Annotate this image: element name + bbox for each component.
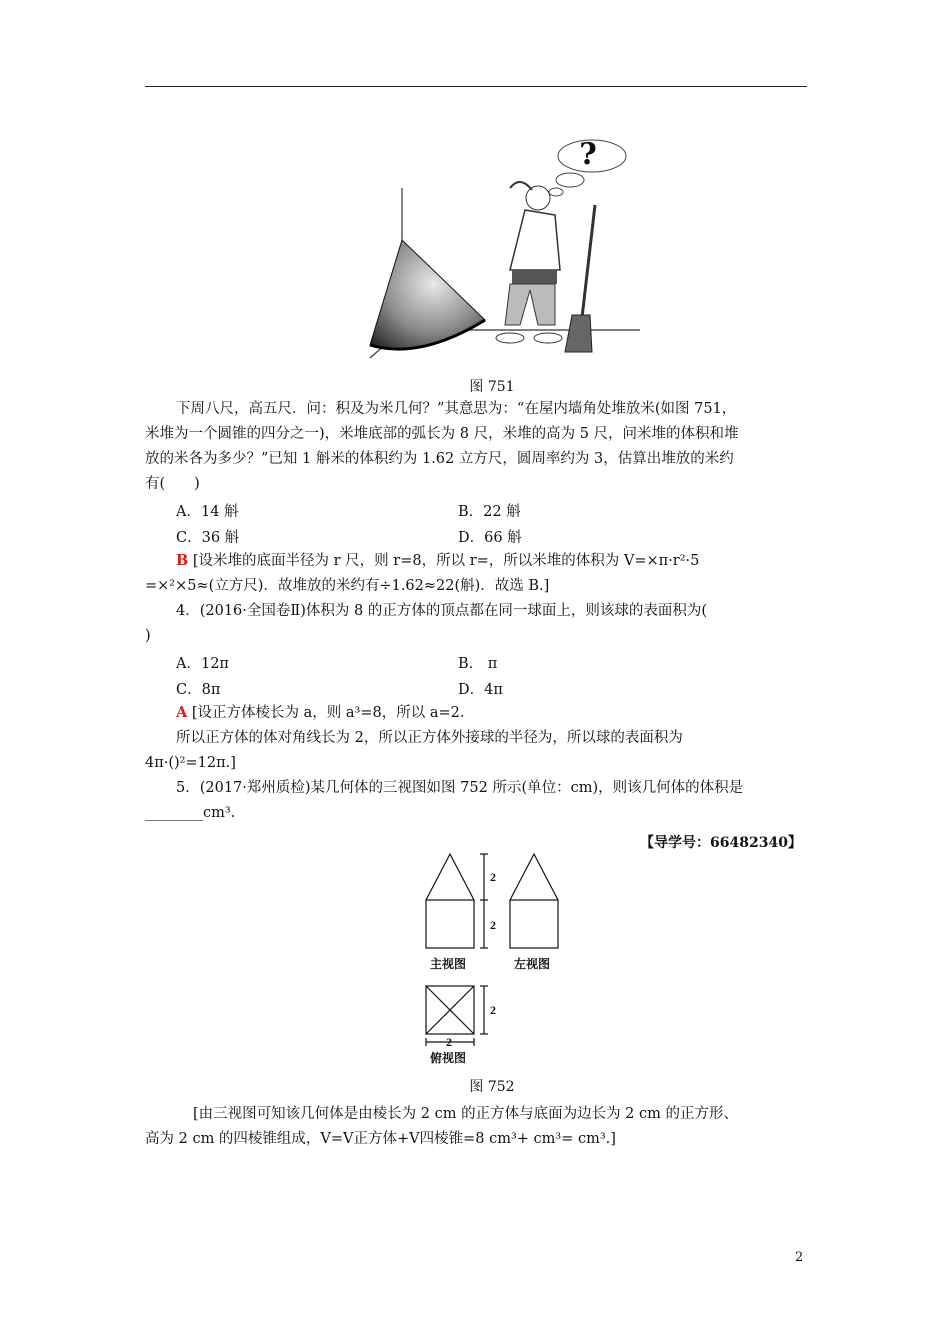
guide-number: 【导学号：66482340】 xyxy=(640,835,802,851)
left-view-square xyxy=(510,900,558,948)
question-mark: ? xyxy=(579,137,597,172)
figure-752-caption: 图 752 xyxy=(469,1079,515,1095)
q3-answer-line-2: =×²×5≈(立方尺)．故堆放的米约有÷1.62≈22(斛)．故选 B.] xyxy=(145,578,550,594)
q4-option-b: B． π xyxy=(458,656,498,672)
q3-line-4: 有( ) xyxy=(145,476,200,492)
q4-answer-letter: A xyxy=(176,704,188,721)
q3-line-1: 下周八尺，高五尺．问：积及为米几何？”其意思为：“在屋内墙角处堆放米(如图 751， xyxy=(176,401,737,417)
q4-answer-text: [设正方体棱长为 a，则 a³=8，所以 a=2. xyxy=(191,705,465,721)
q3-option-a: A．14 斛 xyxy=(176,504,239,520)
q3-answer-text: [设米堆的底面半径为 r 尺，则 r=8，所以 r=，所以米堆的体积为 V=×π·r²·5 xyxy=(192,553,700,569)
left-view-triangle xyxy=(510,854,558,900)
q4-option-c: C．8π xyxy=(176,682,221,698)
q4-answer-line-2: 所以正方体的体对角线长为 2，所以正方体外接球的半径为，所以球的表面积为 xyxy=(176,730,683,746)
q3-option-b: B．22 斛 xyxy=(458,504,521,520)
dim-top-label: 2 xyxy=(490,870,496,884)
front-view-triangle xyxy=(426,854,474,900)
rice-pile-figure xyxy=(360,120,650,370)
q4-line-2: ) xyxy=(145,628,151,644)
top-view-label: 俯视图 xyxy=(430,1051,467,1065)
q4-answer-line-1 xyxy=(176,703,464,723)
solution5-line-1: [由三视图可知该几何体是由棱长为 2 cm 的正方体与底面为边长为 2 cm 的正方形、 xyxy=(193,1106,739,1122)
dim-width-label: 2 xyxy=(446,1035,452,1049)
q3-option-c: C．36 斛 xyxy=(176,530,240,546)
front-view-label: 主视图 xyxy=(430,957,467,971)
dim-side-label: 2 xyxy=(490,1003,496,1017)
three-view-figure xyxy=(410,848,570,1070)
q3-option-d: D．66 斛 xyxy=(458,530,522,546)
figure-751-caption: 图 751 xyxy=(469,379,515,395)
q4-answer-line-3: 4π·()²=12π.] xyxy=(145,755,236,771)
q3-line-3: 放的米各为多少？”已知 1 斛米的体积约为 1.62 立方尺，圆周率约为 3，估算出堆放的米约 xyxy=(145,451,734,467)
dim-bottom-label: 2 xyxy=(490,918,496,932)
left-view-label: 左视图 xyxy=(514,957,551,971)
q4-option-a: A．12π xyxy=(176,656,229,672)
q3-answer-line-1 xyxy=(176,551,699,571)
page-number: 2 xyxy=(795,1250,804,1265)
q3-answer-letter: B xyxy=(176,552,189,569)
q4-line-1: 4．(2016·全国卷Ⅱ)体积为 8 的正方体的顶点都在同一球面上，则该球的表面积为( xyxy=(176,603,708,619)
q5-line-1: 5．(2017·郑州质检)某几何体的三视图如图 752 所示(单位：cm)，则该几何体的体积是 xyxy=(176,780,744,796)
solution5-line-2: 高为 2 cm 的四棱锥组成，V=V正方体+V四棱锥=8 cm³+ cm³= cm³.] xyxy=(145,1131,616,1147)
q4-option-d: D．4π xyxy=(458,682,503,698)
q5-line-2: ________cm³. xyxy=(145,805,236,821)
header-rule xyxy=(145,86,807,87)
front-view-square xyxy=(426,900,474,948)
q3-line-2: 米堆为一个圆锥的四分之一)，米堆底部的弧长为 8 尺，米堆的高为 5 尺，问米堆的体积和堆 xyxy=(145,426,739,442)
